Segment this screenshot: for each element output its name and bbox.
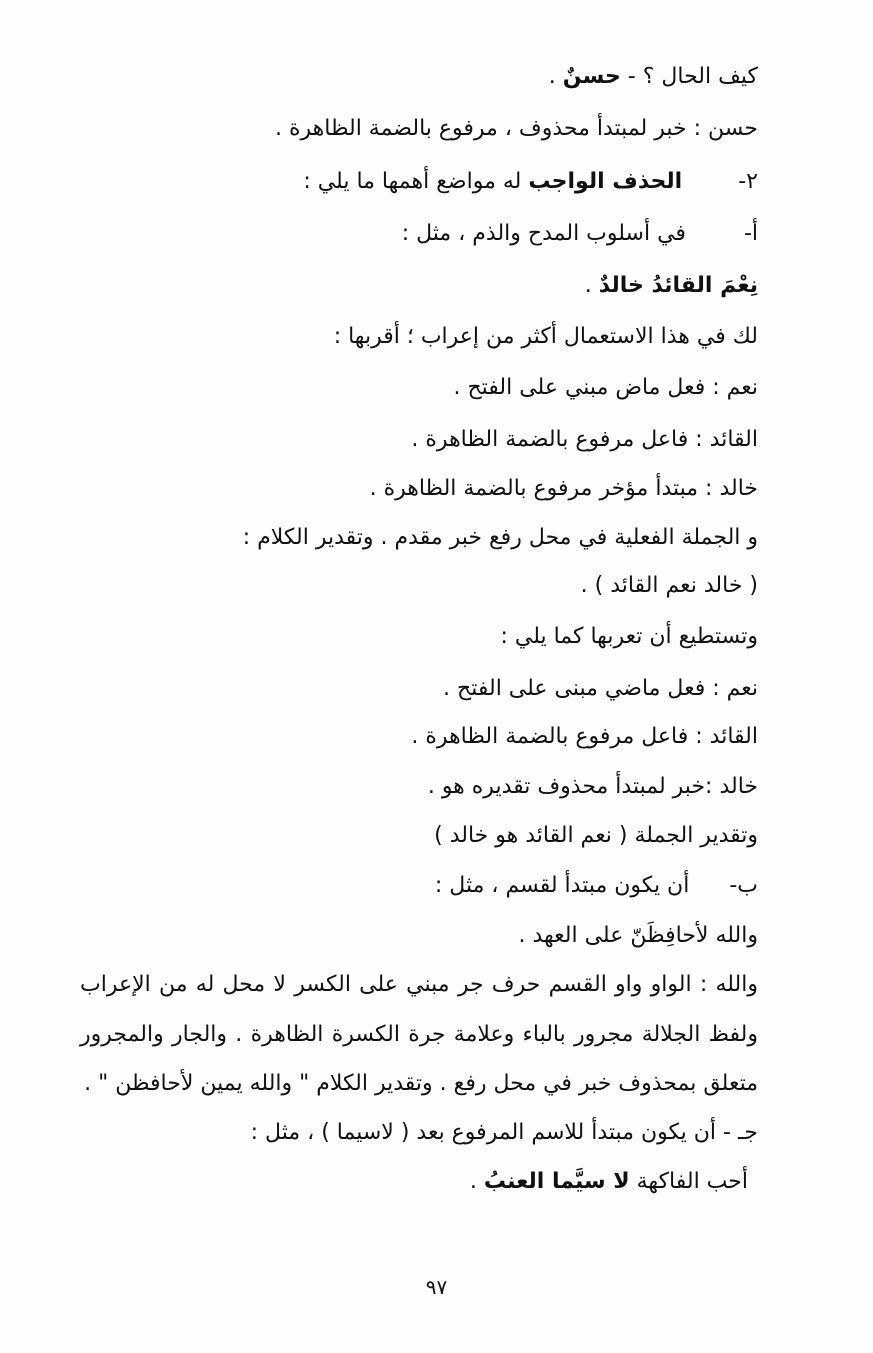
text-line: ولفظ الجلالة مجرور بالباء وعلامة جرة الكسرة الظاهرة . والجار والمجرور (80, 1022, 758, 1047)
line-text: كيف الحال ؟ - (620, 64, 758, 89)
text-line: نعم : فعل ماضي مبنى على الفتح . (443, 676, 758, 701)
text-line: متعلق بمحذوف خبر في محل رفع . وتقدير الكلام " والله يمين لأحافظن " . (84, 1071, 758, 1096)
emphasis-text: نِعْمَ القائدُ خالدٌ (598, 273, 758, 298)
sub-item-c: جـ - أن يكون مبتدأ للاسم المرفوع بعد ( لاسيما ) ، مثل : (250, 1120, 758, 1145)
emphasis-text: حسنٌ (562, 64, 621, 89)
example-question: كيف الحال ؟ - حسنٌ . (548, 64, 758, 89)
text-line: وتستطيع أن تعربها كما يلي : (500, 624, 758, 649)
text-line: لك في هذا الاستعمال أكثر من إعراب ؛ أقربها : (333, 324, 758, 349)
text-line: نعم : فعل ماض مبني على الفتح . (453, 375, 758, 400)
section-title: الحذف الواجب (528, 169, 683, 194)
example-sentence: نِعْمَ القائدُ خالدٌ . (584, 273, 758, 298)
example-sentence: والله لأحافِظَنّ على العهد . (518, 923, 758, 948)
text-line: و الجملة الفعلية في محل رفع خبر مقدم . وتقدير الكلام : (242, 525, 758, 550)
text-line: حسن : خبر لمبتدأ محذوف ، مرفوع بالضمة الظاهرة . (274, 116, 758, 141)
example-sentence: أحب الفاكهة لا سيَّما العنبُ . (469, 1169, 748, 1194)
text-line: ( خالد نعم القائد ) . (580, 573, 758, 598)
text-line: خالد : مبتدأ مؤخر مرفوع بالضمة الظاهرة . (369, 476, 758, 501)
sub-item-b: ب- أن يكون مبتدأ لقسم ، مثل : (434, 873, 758, 898)
text-line: والله : الواو واو القسم حرف جر مبني على الكسر لا محل له من الإعراب (80, 972, 758, 997)
text-line: القائد : فاعل مرفوع بالضمة الظاهرة . (411, 724, 758, 749)
text-line: القائد : فاعل مرفوع بالضمة الظاهرة . (411, 427, 758, 452)
emphasis-text: لا سيَّما العنبُ (483, 1169, 630, 1194)
text-line: خالد :خبر لمبتدأ محذوف تقديره هو . (427, 774, 758, 799)
sub-item-a: أ- في أسلوب المدح والذم ، مثل : (401, 221, 758, 246)
page-number: ٩٧ (425, 1275, 448, 1299)
item-marker: ب- (729, 873, 758, 898)
section-heading: ٢- الحذف الواجب له مواضع أهمها ما يلي : (303, 169, 758, 194)
text-line: وتقدير الجملة ( نعم القائد هو خالد ) (434, 823, 758, 848)
section-number: ٢- (738, 169, 758, 194)
item-marker: أ- (743, 221, 758, 246)
